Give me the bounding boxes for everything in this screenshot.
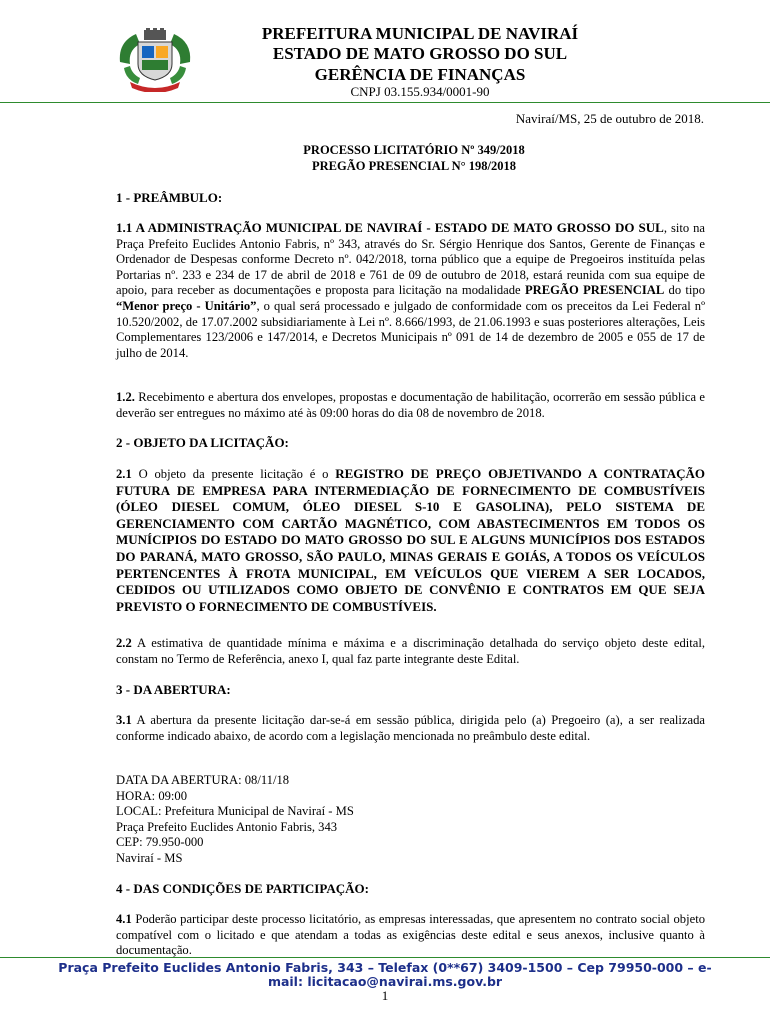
footer-email: mail: licitacao@navirai.ms.gov.br — [267, 974, 503, 989]
p41-label: 4.1 — [116, 912, 132, 926]
process-number: PROCESSO LICITATÓRIO Nº 349/2018 — [303, 143, 525, 157]
document-date: Naviraí/MS, 25 de outubro de 2018. — [515, 111, 704, 126]
p21-text: O objeto da presente licitação é o — [131, 467, 336, 481]
opening-time: HORA: 09:00 — [116, 788, 188, 803]
p12-text: Recebimento e abertura dos envelopes, propostas e documentação de habilitação, ocorrerão em sessão pública e deverão ser entregues no máximo até às 09:00 horas do dia 08 de novembro de 2018. — [116, 390, 705, 420]
p21-label: 2.1 — [116, 467, 132, 481]
p41-text: Poderão participar deste processo licitatório, as empresas interessadas, que apresentem no contrato social objeto compatível com o licitado e que atendam a todas as exigências deste edital e seus anexos, inclusive quanto à documentação. — [116, 912, 705, 958]
opening-details — [116, 773, 354, 867]
opening-city: Naviraí - MS — [116, 850, 183, 865]
p22-text: A estimativa de quantidade mínima e máxima e a discriminação detalhada do serviço objeto deste edital, constam no Termo de Referência, anexo I, qual faz parte integrante deste Edital. — [116, 636, 705, 666]
paragraph-2-1 — [116, 466, 705, 615]
section-preambulo: 1 - PREÂMBULO: — [116, 190, 223, 205]
paragraph-1-2 — [116, 390, 705, 421]
p12-label: 1.2. — [116, 390, 135, 404]
paragraph-2-2 — [116, 636, 705, 667]
footer-address: Praça Prefeito Euclides Antonio Fabris, 343 – Telefax (0**67) 3409-1500 – Cep 79950-000 – e- — [58, 960, 712, 975]
section-objeto: 2 - OBJETO DA LICITAÇÃO: — [116, 435, 289, 450]
paragraph-1-1 — [116, 220, 705, 361]
pregao-number: PREGÃO PRESENCIAL N° 198/2018 — [312, 159, 516, 173]
p11-bold-2: PREGÃO PRESENCIAL — [524, 283, 665, 298]
header-title-line3: GERÊNCIA DE FINANÇAS — [314, 65, 526, 84]
opening-location: LOCAL: Prefeitura Municipal de Naviraí - MS — [116, 804, 354, 819]
header-title-line2: ESTADO DE MATO GROSSO DO SUL — [272, 44, 568, 63]
header-cnpj: CNPJ 03.155.934/0001-90 — [350, 84, 490, 99]
municipal-coat-of-arms-icon — [116, 28, 194, 92]
opening-address: Praça Prefeito Euclides Antonio Fabris, 343 — [116, 819, 338, 834]
p11-text-2: do tipo — [664, 283, 706, 298]
section-abertura: 3 - DA ABERTURA: — [116, 682, 231, 697]
page-number: 1 — [381, 988, 389, 1003]
p31-label: 3.1 — [116, 713, 132, 727]
paragraph-3-1 — [116, 713, 705, 744]
p11-text-3: , o qual será processado e julgado de conformidade com os preceitos da Lei Federal nº 10.520/2002, de 17.07.2002 subsidiariamente à Lei nº. 8.666/1993, de 21.06.1993 e suas posteriores alterações, Leis Complementares 123/2006 e 147/2014, e Decretos Municipais nº 091 de 14 de dezembro de 2005 e 055 de 17 de julho de 2014. — [116, 298, 705, 360]
section-participacao: 4 - DAS CONDIÇÕES DE PARTICIPAÇÃO: — [116, 881, 369, 896]
opening-cep: CEP: 79.950-000 — [116, 835, 204, 850]
header-rule — [0, 102, 770, 103]
footer-rule — [0, 957, 770, 958]
p11-bold-3: “Menor preço - Unitário” — [116, 298, 257, 313]
p22-label: 2.2 — [116, 636, 132, 650]
p11-text-1: , sito na Praça Prefeito Euclides Antonio Fabris, nº 343, através do Sr. Sérgio Henrique dos Santos, Gerente de Finanças e Ordenador de Despesas conforme Decreto nº. 042/2018, torna público que a equipe de Pregoeiros instituída pelas Portarias nº. 233 e 234 de 17 de abril de 2018 e 761 de 09 de outubro de 2018, estará reunida com sua equipe de apoio, para receber as documentações e proposta para licitação na modalidade — [116, 221, 706, 298]
p11-bold-1: 1.1 A ADMINISTRAÇÃO MUNICIPAL DE NAVIRAÍ - ESTADO DE MATO GROSSO DO SUL — [116, 220, 664, 235]
paragraph-4-1 — [116, 912, 705, 959]
opening-date: DATA DA ABERTURA: 08/11/18 — [116, 773, 290, 787]
letterhead — [0, 0, 770, 104]
p31-text: A abertura da presente licitação dar-se-á em sessão pública, dirigida pelo (a) Pregoeiro (a), a ser realizada conforme indicado abaixo, de acordo com a legislação mencionada no preâmbulo deste edital. — [116, 713, 705, 743]
p21-object: REGISTRO DE PREÇO OBJETIVANDO A CONTRATAÇÃO FUTURA DE EMPRESA PARA INTERMEDIAÇÃO DE FORNECIMENTO DE COMBUSTÍVEIS (ÓLEO DIESEL COMUM, ÓLEO DIESEL S-10 E GASOLINA), PELO SISTEMA DE GERENCIAMENTO COM CARTÃO MAGNÉTICO, COM ABASTECIMENTOS EM TODOS OS MUNÍCIPIOS DO ESTADO DO MATO GROSSO DO SUL E ALGUNS MUNICÍPIOS DOS ESTADOS DO PARANÁ, MATO GROSSO, SÃO PAULO, MINAS GERAIS E GOIÁS, A TODOS OS VEÍCULOS PERTENCENTES À FROTA MUNICIPAL, EM VEÍCULOS QUE VIEREM A SER LOCADOS, CEDIDOS OU UTILIZADOS COMO OBJETO DE CONVÊNIO E CONTRATOS EM QUE SEJA PREVISTO O FORNECIMENTO DE COMBUSTÍVEIS. — [116, 466, 705, 614]
header-title-line1: PREFEITURA MUNICIPAL DE NAVIRAÍ — [261, 24, 579, 43]
